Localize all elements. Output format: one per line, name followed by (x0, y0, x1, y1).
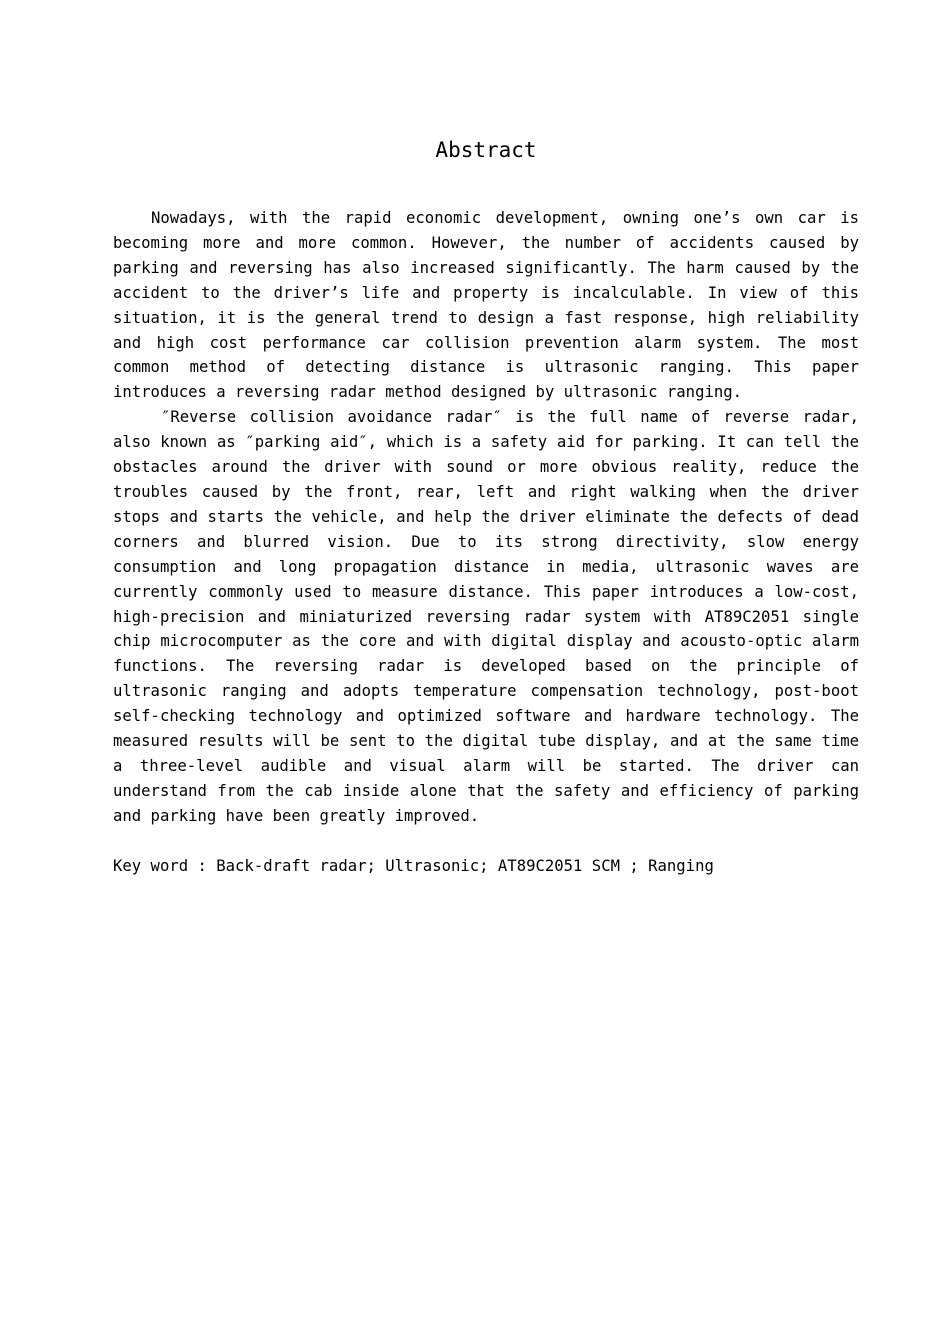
keywords-line: Key word : Back-draft radar; Ultrasonic; AT89C2051 SCM ; Ranging (113, 856, 714, 875)
abstract-body (113, 206, 859, 878)
abstract-paragraph-1: Nowadays, with the rapid economic development, owning one’s own car is becoming more and more common. However, the number of accidents caused by parking and reversing has also increased significantly. The harm caused by the accident to the driver’s life and property is incalculable. In view of this situation, it is the general trend to design a fast response, high reliability and high cost performance car collision prevention alarm system. The most common method of detecting distance is ultrasonic ranging. This paper introduces a reversing radar method designed by ultrasonic ranging. (113, 209, 859, 402)
abstract-title: Abstract (435, 138, 537, 162)
abstract-paragraph-2: ″Reverse collision avoidance radar″ is the full name of reverse radar, also known as ″parking aid″, which is a safety aid for parking. It can tell the obstacles around the driver with sound or more obvious reality, reduce the troubles caused by the front, rear, left and right walking when the driver stops and starts the vehicle, and help the driver eliminate the defects of dead corners and blurred vision. Due to its strong directivity, slow energy consumption and long propagation distance in media, ultrasonic waves are currently commonly used to measure distance. This paper introduces a low-cost, high-precision and miniaturized reversing radar system with AT89C2051 single chip microcomputer as the core and with digital display and acousto-optic alarm functions. The reversing radar is developed based on the principle of ultrasonic ranging and adopts temperature compensation technology, post-boot self-checking technology and optimized software and hardware technology. The measured results will be sent to the digital tube display, and at the same time a three-level audible and visual alarm will be started. The driver can understand from the cab inside alone that the safety and efficiency of parking and parking have been greatly improved. (113, 408, 859, 825)
